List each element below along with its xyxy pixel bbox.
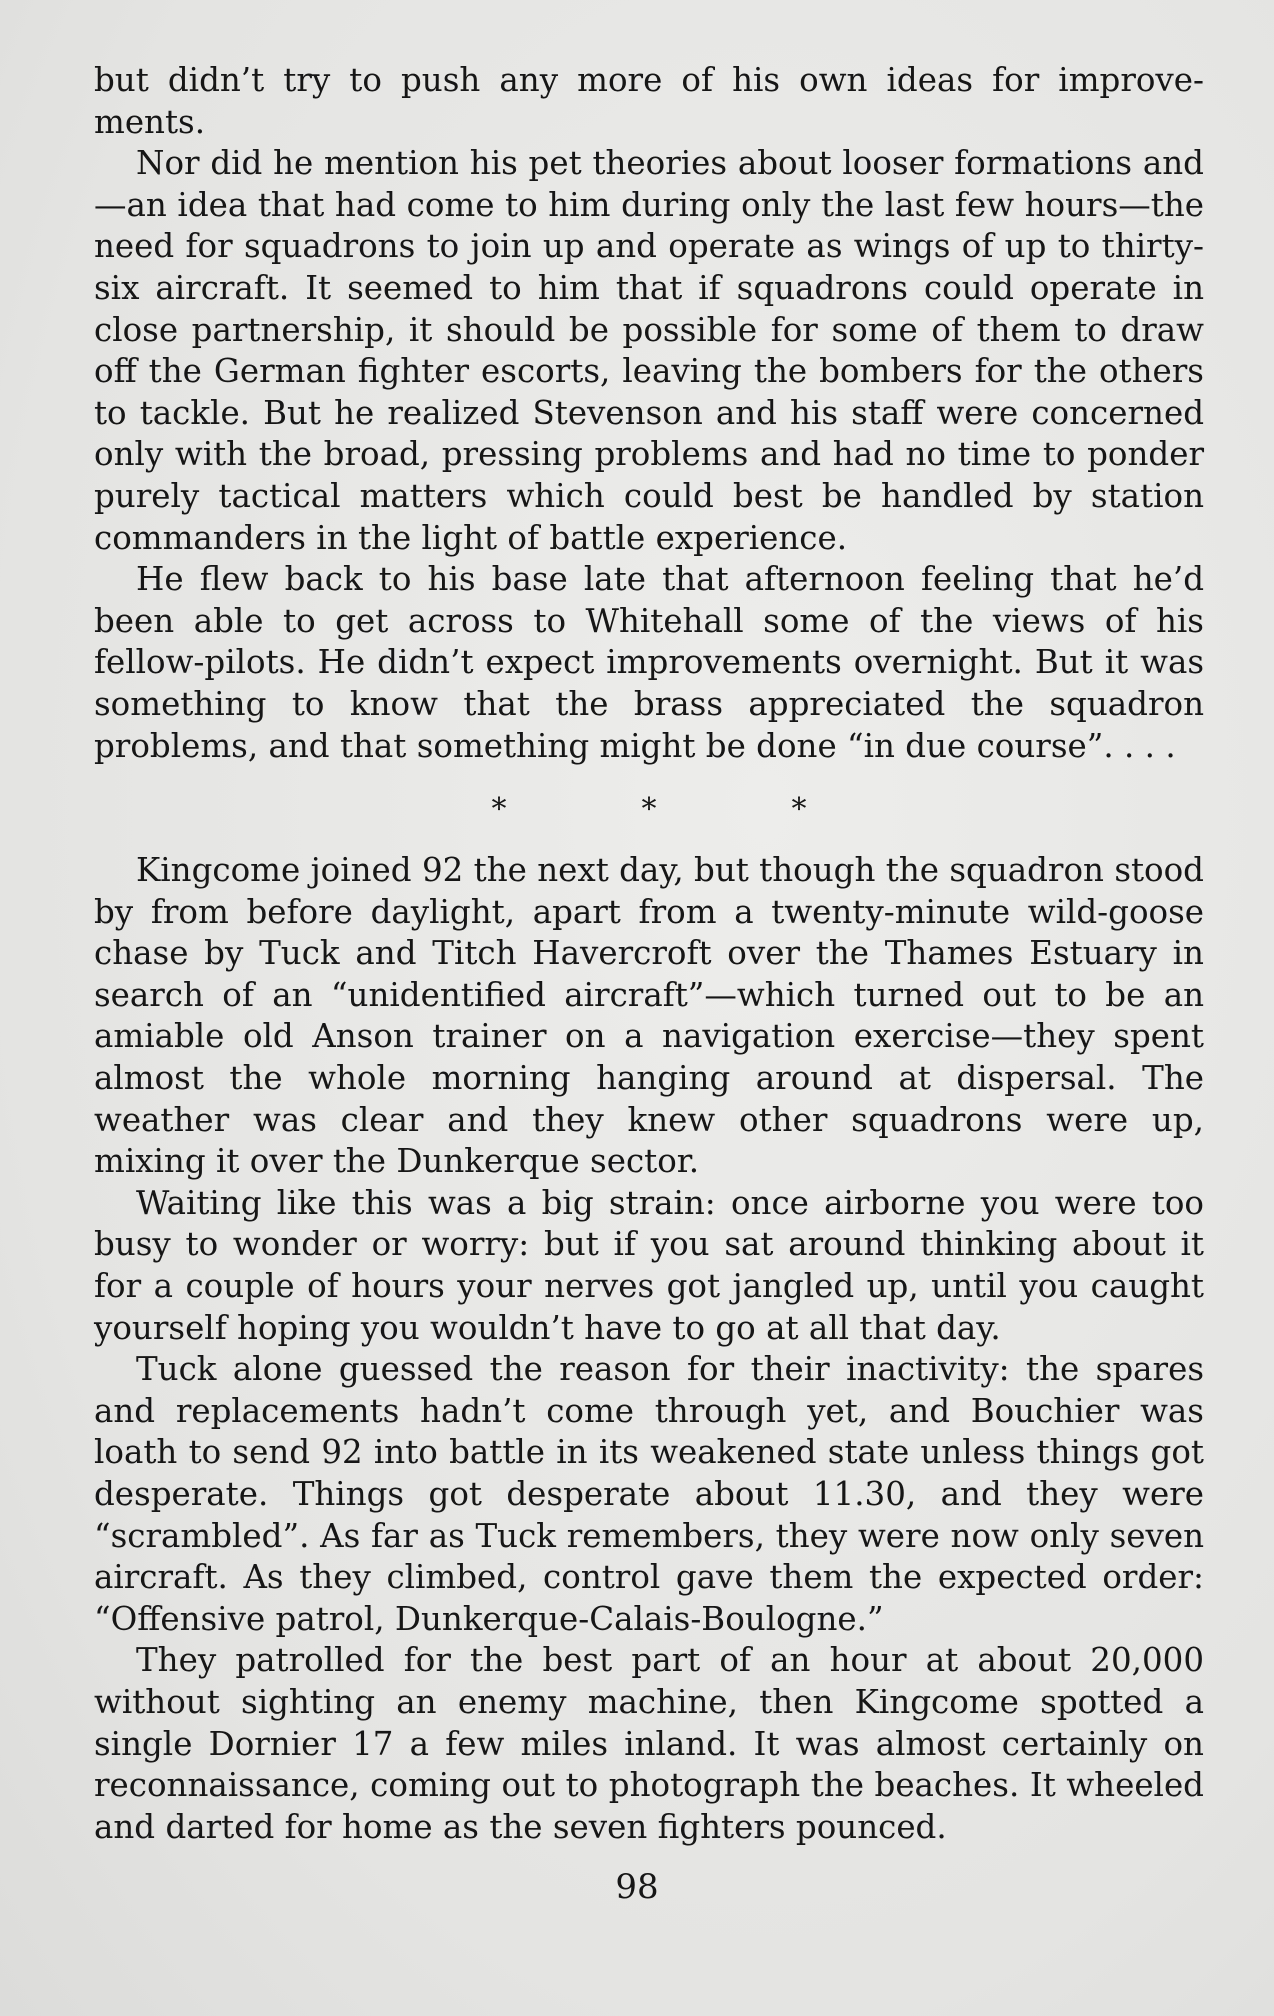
page-number: 98 (615, 1867, 659, 1907)
paragraph: Waiting like this was a big strain: once airborne you were too busy to wonder or worry: but if you sat around thinking about it for a couple of hours your nerves got jangled up, until you caught yourself hoping you wouldn’t have to go at all that day. (94, 1183, 1204, 1347)
paragraph-continuation: but didn’t try to push any more of his own ideas for improve-ments. (94, 61, 1204, 141)
section-break (94, 767, 1204, 850)
body-text (94, 60, 1204, 1848)
paragraph: They patrolled for the best part of an hour at about 20,000 without sighting an enemy machine, then Kingcome spotted a single Dornier 17 a few miles inland. It was almost certainly on reconnaissance, coming out to photograph the beaches. It wheeled and darted for home as the seven fighters pounced. (94, 1641, 1204, 1846)
paragraph: He flew back to his base late that afternoon feeling that he’d been able to get across to Whitehall some of the views of his fellow-pilots. He didn’t expect improvements overnight. But it was something to know that the brass appreciated the squadron problems, and that something might be done “in due course”. . . . (94, 560, 1204, 765)
paragraph: Tuck alone guessed the reason for their inactivity: the spares and replacements hadn’t come through yet, and Bouchier was loath to send 92 into battle in its weakened state unless things got desperate. Things got desperate about 11.30, and they were “scrambled”. As far as Tuck remembers, they were now only seven aircraft. As they climbed, control gave them the expected order: “Offensive patrol, Dunkerque-Calais-Boulogne.” (94, 1350, 1204, 1638)
section-break-star: * (491, 792, 507, 828)
section-break-star: * (641, 792, 657, 828)
paragraph: Nor did he mention his pet theories about looser formations and—an idea that had come to him during only the last few hours—the need for squadrons to join up and operate as wings of up to thirty-six aircraft. It seemed to him that if squadrons could operate in close partnership, it should be possible for some of them to draw off the German fighter escorts, leaving the bombers for the others to tackle. But he realized Stevenson and his staff were concerned only with the broad, pressing problems and had no time to ponder purely tactical matters which could best be handled by station commanders in the light of battle experience. (94, 144, 1204, 557)
section-break-star: * (791, 792, 807, 828)
paragraph: Kingcome joined 92 the next day, but though the squadron stood by from before daylight, apart from a twenty-minute wild-goose chase by Tuck and Titch Havercroft over the Thames Estuary in search of an “unidentified aircraft”—which turned out to be an amiable old Anson trainer on a navigation exercise—they spent almost the whole morning hanging around at dispersal. The weather was clear and they knew other squadrons were up, mixing it over the Dunkerque sector. (94, 851, 1204, 1181)
